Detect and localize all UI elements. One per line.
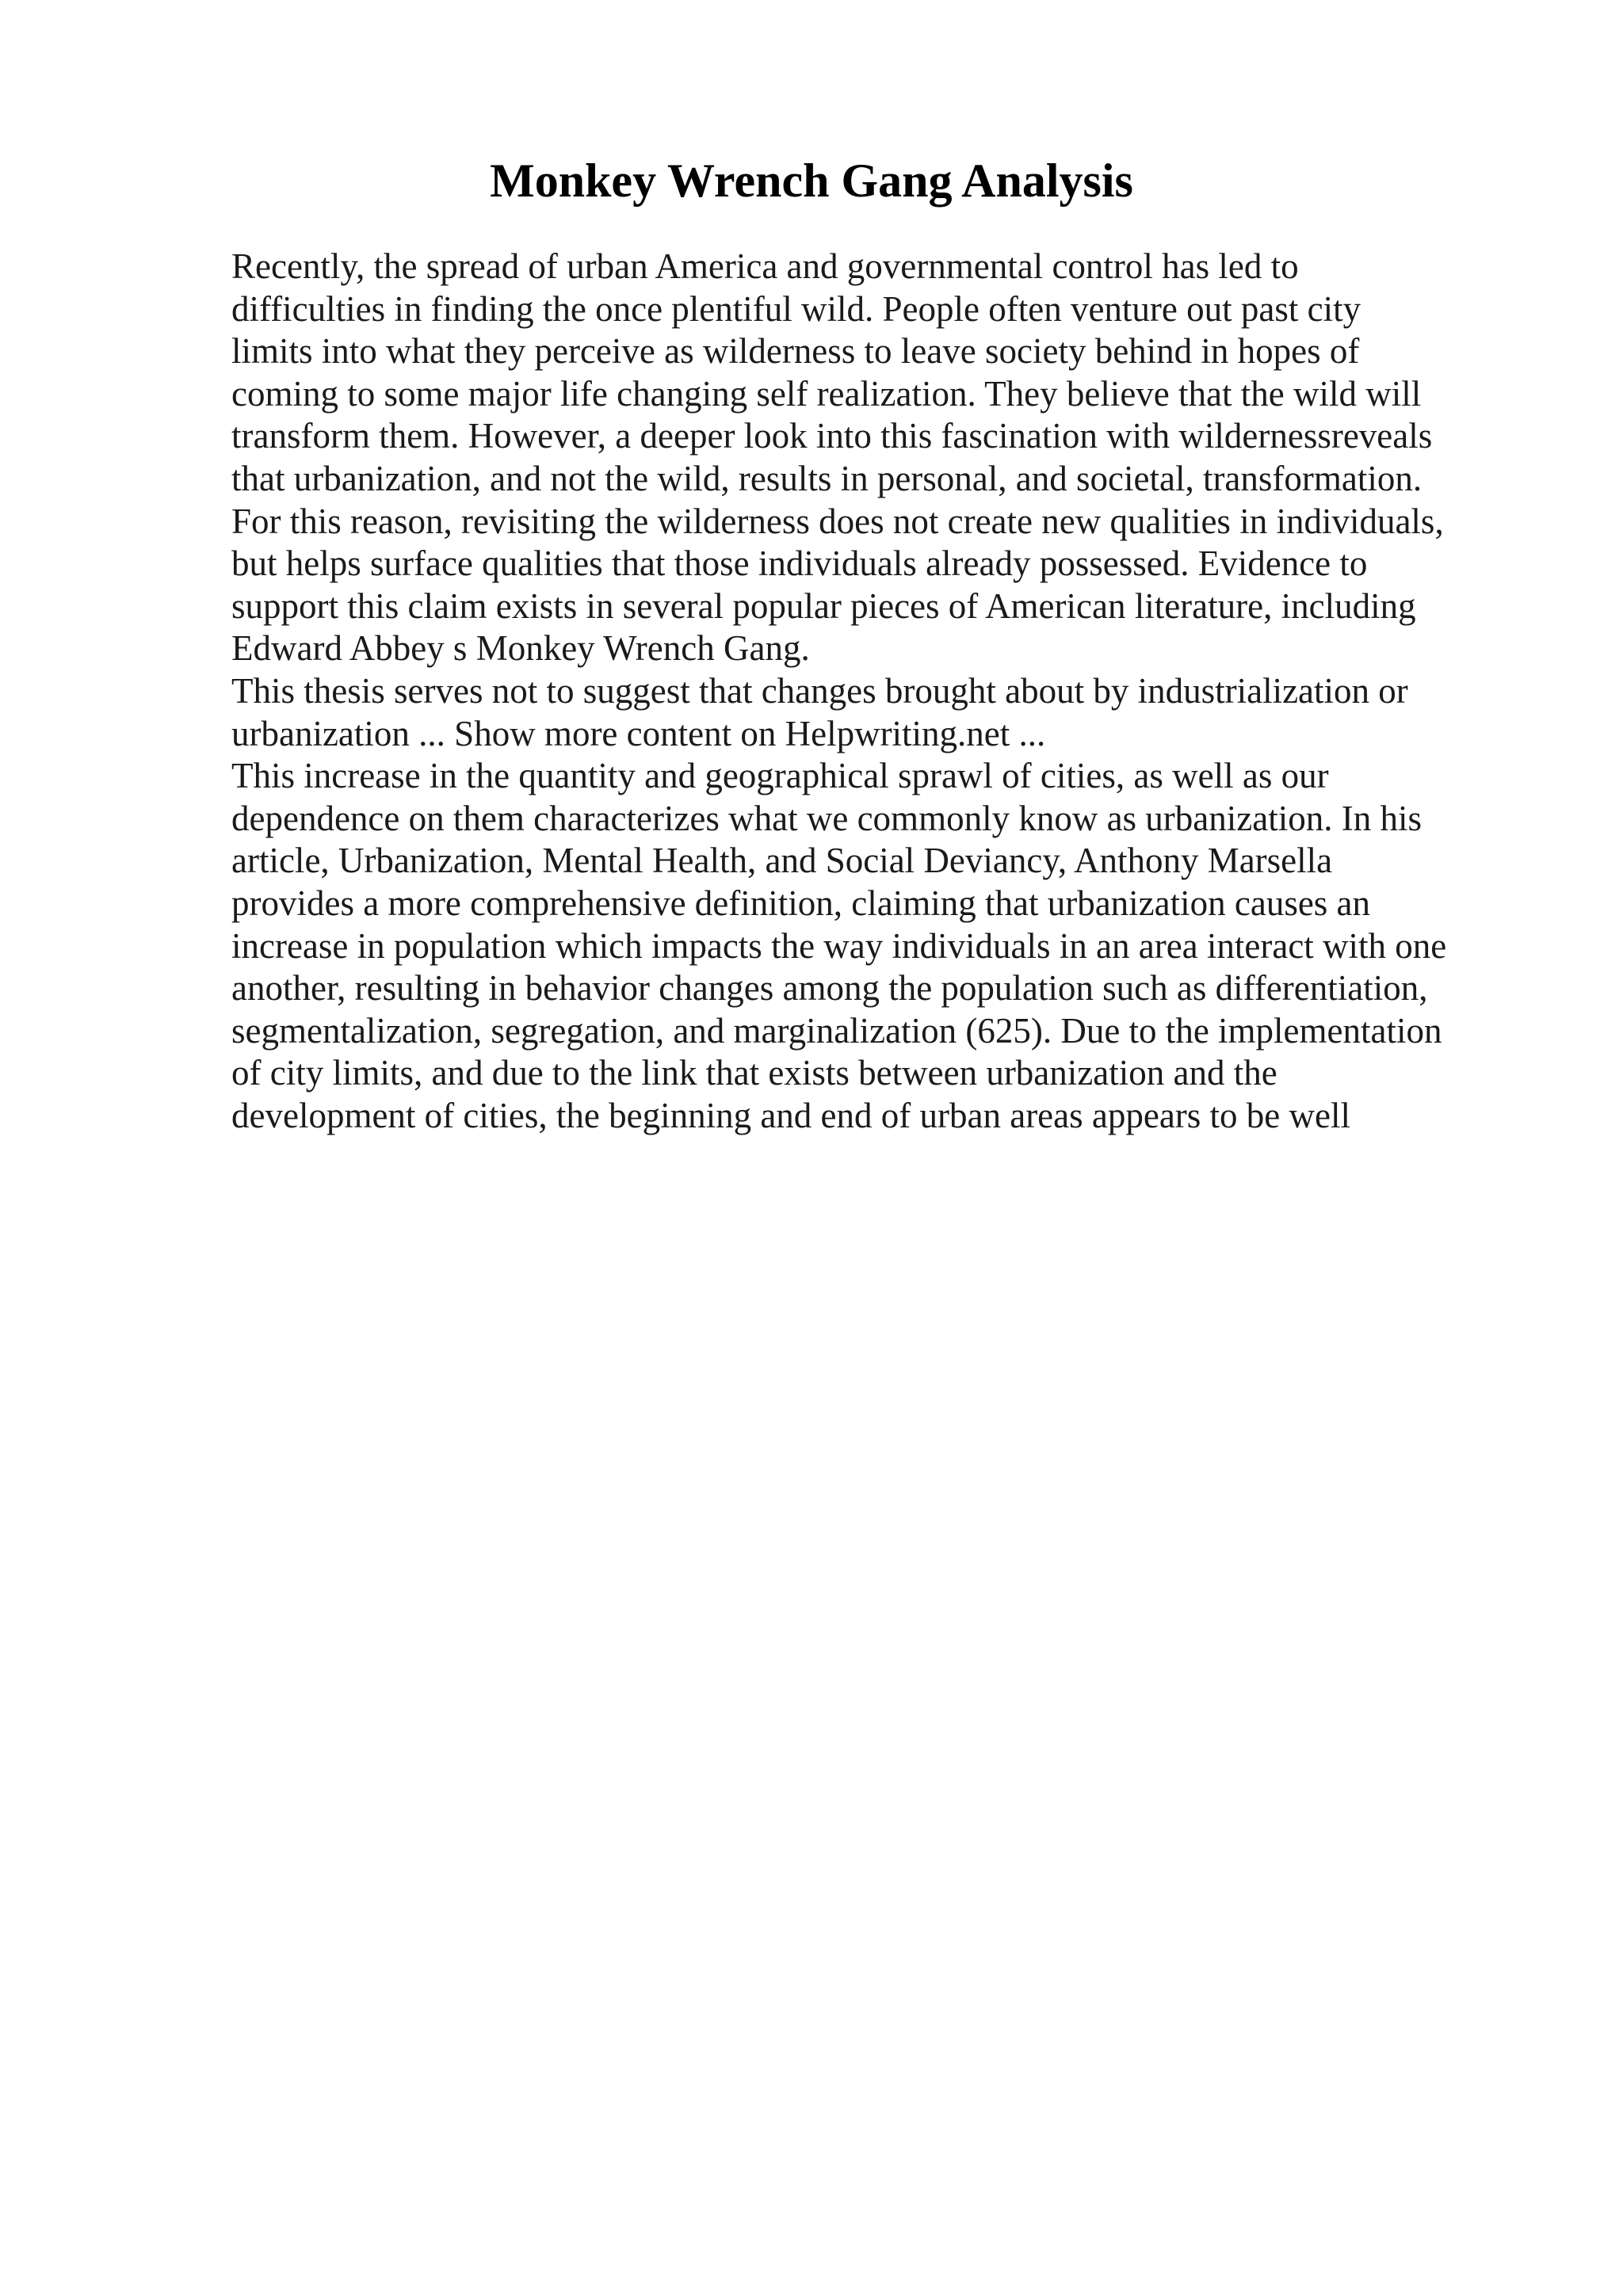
document-title: Monkey Wrench Gang Analysis [490, 154, 1133, 207]
body-line: This thesis serves not to suggest that changes brought about by industrialization or [231, 670, 1408, 711]
body-line: increase in population which impacts the way individuals in an area interact with one [231, 925, 1447, 966]
document-body [231, 246, 1515, 1137]
body-line: difficulties in finding the once plentiful wild. People often venture out past city [231, 288, 1361, 329]
body-line: support this claim exists in several popular pieces of American literature, including [231, 585, 1416, 626]
body-line: but helps surface qualities that those individuals already possessed. Evidence to [231, 543, 1368, 584]
show-more-line: urbanization ... Show more content on Helpwriting.net ... [231, 713, 1046, 753]
body-line: This increase in the quantity and geographical sprawl of cities, as well as our [231, 756, 1329, 796]
body-line: article, Urbanization, Mental Health, and Social Deviancy, Anthony Marsella [231, 841, 1333, 881]
body-line: dependence on them characterizes what we commonly know as urbanization. In his [231, 798, 1422, 838]
body-line: Edward Abbey s Monkey Wrench Gang. [231, 628, 810, 669]
body-line: For this reason, revisiting the wilderness does not create new qualities in individuals, [231, 501, 1444, 541]
body-line: development of cities, the beginning and end of urban areas appears to be well [231, 1095, 1351, 1135]
body-line: coming to some major life changing self realization. They believe that the wild will [231, 373, 1422, 414]
body-line: provides a more comprehensive definition, claiming that urbanization causes an [231, 883, 1371, 923]
body-line: segmentalization, segregation, and marginalization (625). Due to the implementation [231, 1010, 1442, 1051]
body-line: transform them. However, a deeper look into this fascination with wildernessreveals [231, 416, 1433, 456]
body-line: limits into what they perceive as wilderness to leave society behind in hopes of [231, 331, 1360, 372]
body-line: another, resulting in behavior changes among the population such as differentiation, [231, 968, 1428, 1009]
body-line: of city limits, and due to the link that exists between urbanization and the [231, 1053, 1277, 1093]
body-line: Recently, the spread of urban America and governmental control has led to [231, 246, 1299, 286]
body-line: that urbanization, and not the wild, results in personal, and societal, transformation. [231, 458, 1423, 498]
